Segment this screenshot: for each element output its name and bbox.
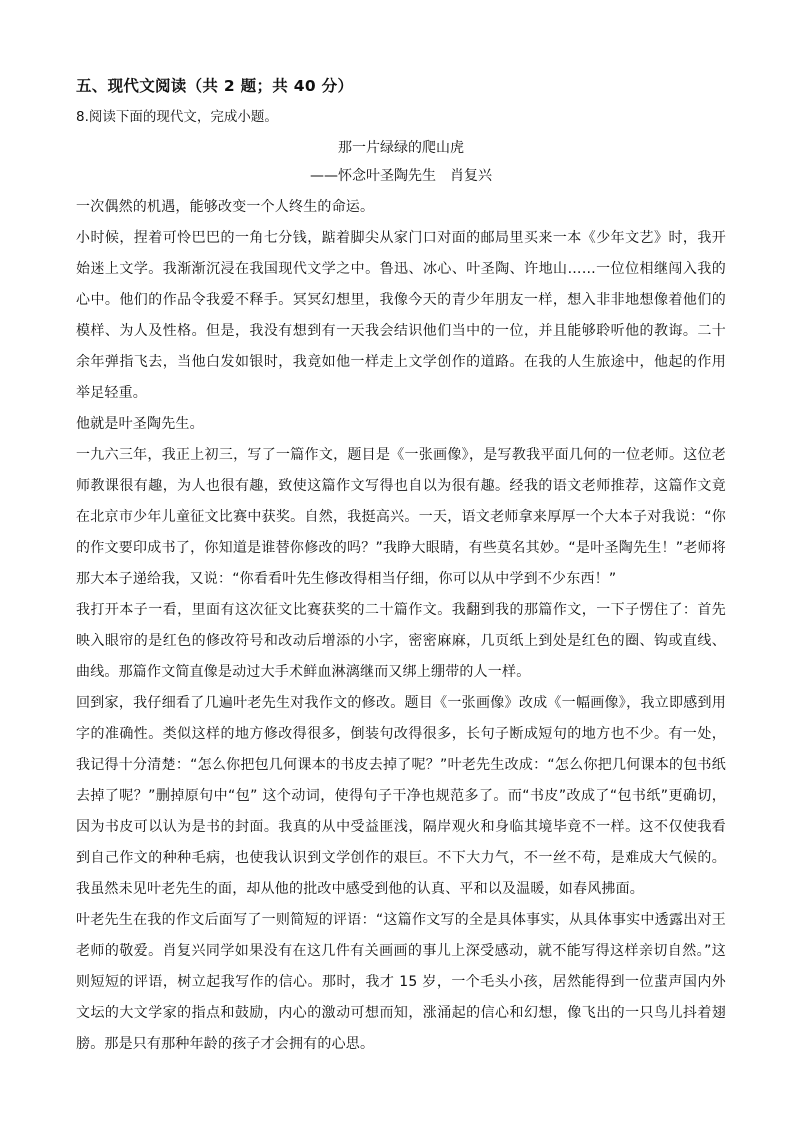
article-subtitle: ——怀念叶圣陶先生 肖复兴 bbox=[310, 168, 492, 184]
paragraph: 我打开本子一看，里面有这次征文比赛获奖的二十篇作文。我翻到我的那篇作文，一下子愣住了：首先映入眼帘的是红色的修改符号和改动后增添的小字，密密麻麻，几页纸上到处是红色的圈、钩或直线、曲线。那篇作文简直像是动过大手术鲜血淋漓继而又绑上绷带的人一样。 bbox=[76, 602, 726, 680]
paragraph: 小时候，捏着可怜巴巴的一角七分钱，踮着脚尖从家门口对面的邮局里买来一本《少年文艺》时，我开始迷上文学。我渐渐沉浸在我国现代文学之中。鲁迅、冰心、叶圣陶、许地山……一位位相继闯入我的心中。他们的作品令我爱不释手。冥冥幻想里，我像今天的青少年朋友一样，想入非非地想像着他们的模样、为人及性格。但是，我没有想到有一天我会结识他们当中的一位，并且能够聆听他的教诲。二十余年弹指飞去，当他白发如银时，我竟如他一样走上文学创作的道路。在我的人生旅途中，他起的作用举足轻重。 bbox=[76, 230, 726, 401]
paragraph: 回到家，我仔细看了几遍叶老先生对我作文的修改。题目《一张画像》改成《一幅画像》，我立即感到用字的准确性。类似这样的地方修改得很多，倒装句改得很多，长句子断成短句的地方也不少。有一处，我记得十分清楚：“怎么你把包几何课本的书皮去掉了呢？”叶老先生改成：“怎么你把几何课本的包书纸去掉了呢？”删掉原句中“包” 这个动词，使得句子干净也规范多了。而“书皮”改成了“包书纸”更确切，因为书皮可以认为是书的封面。我真的从中受益匪浅，隔岸观火和身临其境毕竟不一样。这不仅使我看到自己作文的种种毛病，也使我认识到文学创作的艰巨。不下大力气，不一丝不苟，是难成大气候的。我虽然未见叶老先生的面，却从他的批改中感受到他的认真、平和以及温暖，如春风拂面。 bbox=[76, 695, 726, 897]
paragraph: 一九六三年，我正上初三，写了一篇作文，题目是《一张画像》，是写教我平面几何的一位老师。这位老师教课很有趣，为人也很有趣，致使这篇作文写得也自以为很有趣。经我的语文老师推荐，这篇作文竟在北京市少年儿童征文比赛中获奖。自然，我挺高兴。一天，语文老师拿来厚厚一个大本子对我说：“你的作文要印成书了，你知道是谁替你修改的吗？”我睁大眼睛，有些莫名其妙。“是叶圣陶先生！”老师将那大本子递给我，又说：“你看看叶先生修改得相当仔细，你可以从中学到不少东西！” bbox=[76, 447, 726, 587]
paragraph: 叶老先生在我的作文后面写了一则简短的评语：“这篇作文写的全是具体事实，从具体事实中透露出对王老师的敬爱。肖复兴同学如果没有在这几件有关画画的事儿上深受感动，就不能写得这样亲切自然。”这则短短的评语，树立起我写作的信心。那时，我才 15 岁，一个毛头小孩，居然能得到一位蜚声国内外文坛的大文学家的指点和鼓励，内心的激动可想而知，涨涌起的信心和幻想，像飞出的一只鸟儿抖着翅膀。那是只有那种年龄的孩子才会拥有的心思。 bbox=[76, 912, 726, 1052]
article-body bbox=[76, 192, 726, 1060]
exam-page bbox=[76, 72, 726, 1060]
section-heading: 五、现代文阅读（共 2 题；共 40 分） bbox=[76, 77, 354, 95]
article-title: 那一片绿绿的爬山虎 bbox=[338, 140, 464, 156]
paragraph: 一次偶然的机遇，能够改变一个人终生的命运。 bbox=[76, 199, 375, 215]
paragraph: 他就是叶圣陶先生。 bbox=[76, 416, 204, 432]
question-label: 8.阅读下面的现代文，完成小题。 bbox=[76, 109, 278, 125]
